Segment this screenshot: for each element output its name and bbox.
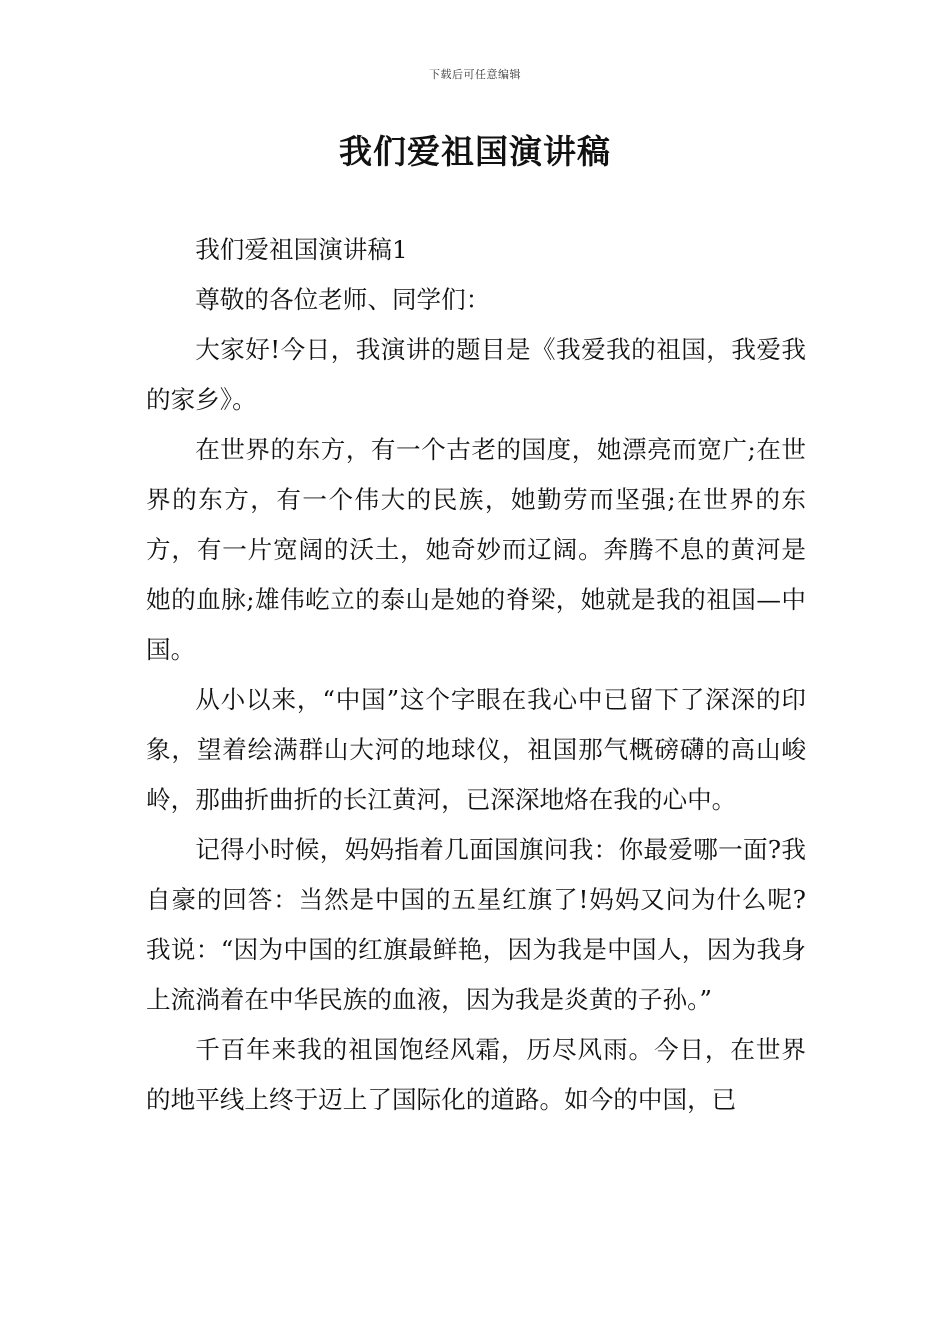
paragraph: 大家好!今日，我演讲的题目是《我爱我的祖国，我爱我的家乡》。 [146, 335, 806, 414]
paragraph: 在世界的东方，有一个古老的国度，她漂亮而宽广;在世界的东方，有一个伟大的民族，她勤劳而坚强;在世界的东方，有一片宽阔的沃土，她奇妙而辽阔。奔腾不息的黄河是她的血脉;雄伟屹立的泰山是她的脊梁，她就是我的祖国—中国。 [146, 435, 806, 664]
paragraph: 千百年来我的祖国饱经风霜，历尽风雨。今日，在世界的地平线上终于迈上了国际化的道路。如今的中国，已 [146, 1035, 806, 1114]
paragraph: 从小以来，“中国”这个字眼在我心中已留下了深深的印象，望着绘满群山大河的地球仪，祖国那气概磅礴的高山峻岭，那曲折曲折的长江黄河，已深深地烙在我的心中。 [146, 685, 806, 814]
speech-subtitle: 我们爱祖国演讲稿1 [195, 235, 408, 264]
document-body [146, 225, 806, 1125]
header-note: 下载后可任意编辑 [429, 68, 521, 81]
paragraph: 记得小时候，妈妈指着几面国旗问我：你最爱哪一面?我自豪的回答：当然是中国的五星红旗了!妈妈又问为什么呢?我说：“因为中国的红旗最鲜艳，因为我是中国人，因为我身上流淌着在中华民族的血液，因为我是炎黄的子孙。” [146, 835, 806, 1014]
salutation: 尊敬的各位老师、同学们： [195, 285, 491, 314]
document-title: 我们爱祖国演讲稿 [339, 132, 611, 171]
